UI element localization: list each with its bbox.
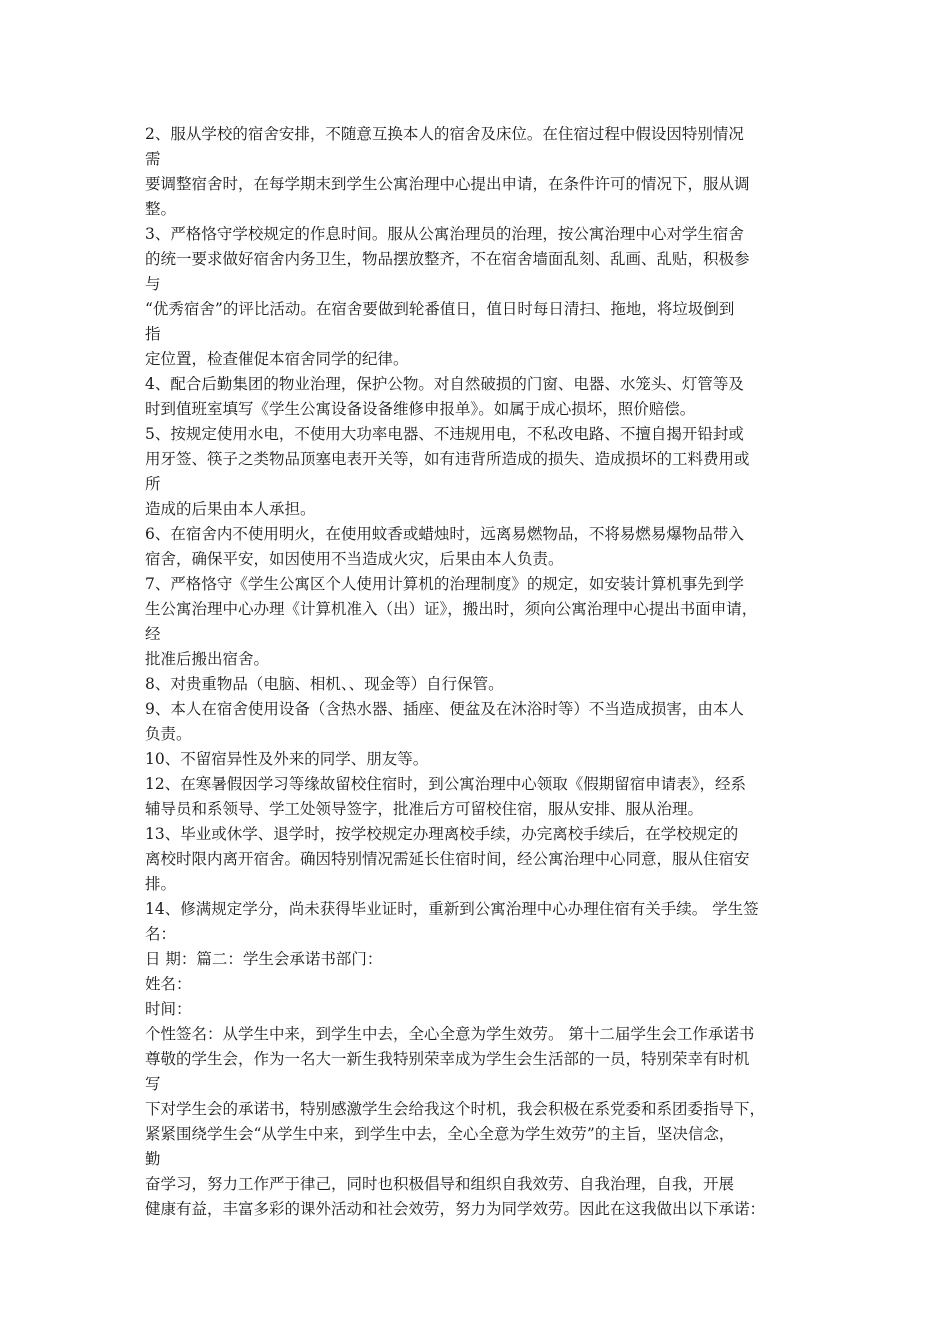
- text-line: 的统一要求做好宿舍内务卫生，物品摆放整齐，不在宿舍墙面乱刻、乱画、乱贴，积极参: [145, 250, 750, 268]
- text-line: 个性签名：从学生中来，到学生中去，全心全意为学生效劳。 第十二届学生会工作承诺书: [145, 1025, 755, 1043]
- text-line: 4、配合后勤集团的物业治理，保护公物。对自然破损的门窗、电器、水笼头、灯管等及: [145, 375, 744, 393]
- text-line: 时间：: [145, 1000, 192, 1018]
- text-line: 定位置，检查催促本宿舍同学的纪律。: [145, 350, 409, 368]
- text-line: 需: [145, 150, 161, 168]
- text-line: 日 期：篇二：学生会承诺书部门：: [145, 950, 383, 968]
- text-line: 10、不留宿异性及外来的同学、朋友等。: [145, 750, 429, 768]
- text-line: 姓名：: [145, 975, 192, 993]
- text-line: 9、本人在宿舍使用设备（含热水器、插座、便盆及在沐浴时等）不当造成损害，由本人: [145, 700, 744, 718]
- text-line: 紧紧围绕学生会“从学生中来，到学生中去，全心全意为学生效劳”的主旨，坚决信念，: [145, 1125, 735, 1143]
- text-line: 5、按规定使用水电，不使用大功率电器、不违规用电，不私改电路、不擅自揭开铅封或: [145, 425, 744, 443]
- text-line: 整。: [145, 200, 177, 218]
- text-line: 奋学习，努力工作严于律己，同时也积极倡导和组织自我效劳、自我治理，自我，开展: [145, 1175, 735, 1193]
- text-line: 经: [145, 625, 161, 643]
- text-line: 写: [145, 1075, 161, 1093]
- text-line: 批准后搬出宿舍。: [145, 650, 270, 668]
- text-line: 离校时限内离开宿舍。确因特别情况需延长住宿时间，经公寓治理中心同意，服从住宿安: [145, 850, 750, 868]
- text-line: 下对学生会的承诺书，特别感激学生会给我这个时机，我会积极在系党委和系团委指导下，: [145, 1100, 766, 1118]
- text-line: 14、修满规定学分，尚未获得毕业证时，重新到公寓治理中心办理住宿有关手续。 学生签: [145, 900, 759, 918]
- text-line: 3、严格恪守学校规定的作息时间。服从公寓治理员的治理，按公寓治理中心对学生宿舍: [145, 225, 744, 243]
- text-line: 负责。: [145, 725, 192, 743]
- text-line: 8、对贵重物品（电脑、相机、、现金等）自行保管。: [145, 675, 504, 693]
- text-line: 时到值班室填写《学生公寓设备设备维修申报单》。如属于成心损坏，照价赔偿。: [145, 400, 696, 418]
- text-line: 与: [145, 275, 161, 293]
- text-line: 2、服从学校的宿舍安排，不随意互换本人的宿舍及床位。在住宿过程中假设因特别情况: [145, 125, 744, 143]
- text-line: 勤: [145, 1150, 161, 1168]
- text-line: “优秀宿舍”的评比活动。在宿舍要做到轮番值日，值日时每日清扫、拖地，将垃圾倒到: [145, 300, 735, 318]
- document-body: [145, 122, 825, 1222]
- text-line: 指: [145, 325, 161, 343]
- text-line: 13、毕业或休学、退学时，按学校规定办理离校手续，办完离校手续后，在学校规定的: [145, 825, 739, 843]
- text-line: 辅导员和系领导、学工处领导签字，批准后方可留校住宿，服从安排、服从治理。: [145, 800, 704, 818]
- text-line: 宿舍，确保平安，如因使用不当造成火灾，后果由本人负责。: [145, 550, 564, 568]
- text-line: 所: [145, 475, 161, 493]
- text-line: 6、在宿舍内不使用明火，在使用蚊香或蜡烛时，远离易燃物品，不将易燃易爆物品带入: [145, 525, 744, 543]
- text-line: 造成的后果由本人承担。: [145, 500, 316, 518]
- text-line: 健康有益，丰富多彩的课外活动和社会效劳，努力为同学效劳。因此在这我做出以下承诺：: [145, 1200, 766, 1218]
- text-line: 排。: [145, 875, 177, 893]
- text-line: 要调整宿舍时，在每学期末到学生公寓治理中心提出申请，在条件许可的情况下，服从调: [145, 175, 750, 193]
- text-line: 7、严格恪守《学生公寓区个人使用计算机的治理制度》的规定，如安装计算机事先到学: [145, 575, 744, 593]
- text-line: 用牙签、筷子之类物品顶塞电表开关等，如有违背所造成的损失、造成损坏的工料费用或: [145, 450, 750, 468]
- text-line: 名：: [145, 925, 177, 943]
- text-line: 12、在寒暑假因学习等缘故留校住宿时，到公寓治理中心领取《假期留宿申请表》，经系: [145, 775, 746, 793]
- text-line: 生公寓治理中心办理《计算机准入（出）证》，搬出时，须向公寓治理中心提出书面申请，: [145, 600, 758, 618]
- text-line: 尊敬的学生会，作为一名大一新生我特别荣幸成为学生会生活部的一员，特别荣幸有时机: [145, 1050, 750, 1068]
